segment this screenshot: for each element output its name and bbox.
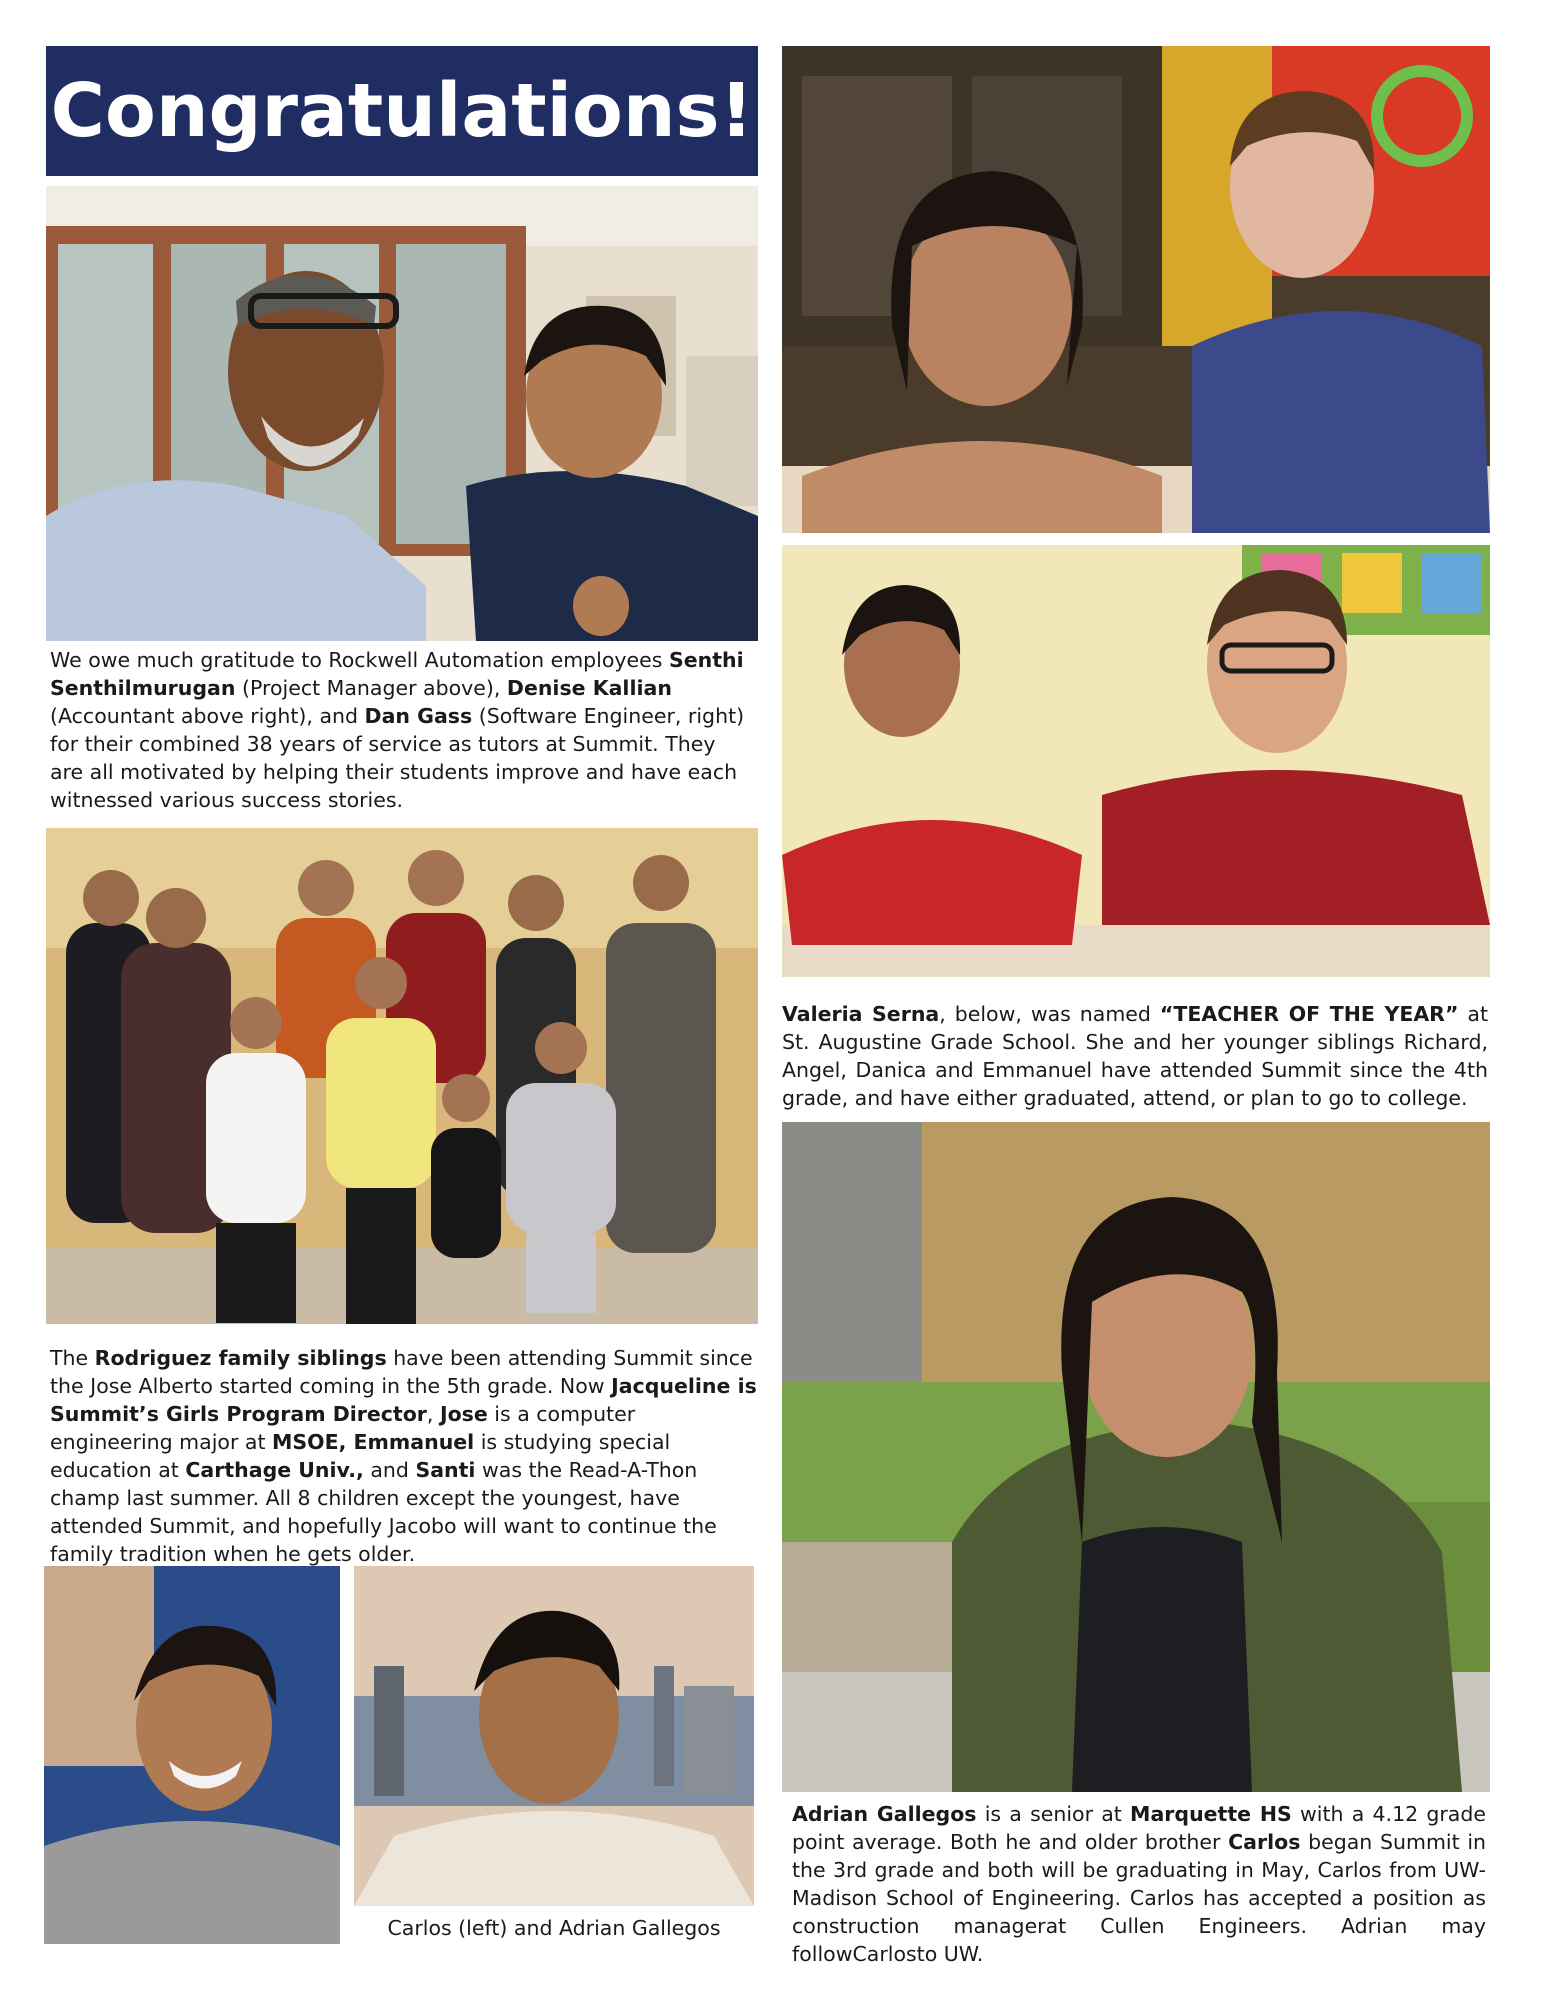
caption-bold-segment: Denise Kallian	[506, 676, 672, 700]
caption-segment: have been attending Summit since the Jose Alberto started coming in the 5th grade. Now	[50, 1346, 753, 1398]
caption-segment: is a computer engineering major at	[50, 1402, 636, 1454]
caption-bold-segment: Rodriguez family siblings	[94, 1346, 387, 1370]
caption-bold-segment: Marquette HS	[1130, 1802, 1292, 1826]
caption-valeria	[782, 1000, 1488, 1112]
caption-segment: ,	[426, 1402, 440, 1426]
caption-bold-segment: MSOE, Emmanuel	[272, 1430, 475, 1454]
caption-rodriguez	[50, 1344, 758, 1568]
caption-adrian-text	[792, 1800, 1486, 1968]
caption-gallegos-photo	[354, 1914, 754, 1942]
caption-gallegos-photo-text: Carlos (left) and Adrian Gallegos	[387, 1916, 721, 1940]
caption-bold-segment: Valeria Serna	[782, 1002, 940, 1026]
photo-student-denise	[782, 46, 1490, 533]
caption-bold-segment: Jose	[439, 1402, 488, 1426]
congratulations-banner	[46, 46, 758, 176]
caption-segment: at St. Augustine Grade School. She and her younger siblings Richard, Angel, Danica and Emmanuel have attended Summit since the 4th grade, and have either graduated, attend, or plan to go to college.	[782, 1002, 1489, 1110]
caption-bold-segment: Adrian Gallegos	[792, 1802, 977, 1826]
photo-adrian-gallegos	[354, 1566, 754, 1906]
photo-valeria-serna	[782, 1122, 1490, 1792]
caption-bold-segment: Carthage Univ.,	[185, 1458, 364, 1482]
page-title: Congratulations!	[50, 68, 754, 154]
caption-segment: began Summit in the 3rd grade and both will be graduating in May, Carlos from UW-Madison School of Engineering. Carlos has accepted a position as construction managerat Cullen Engineers. Adrian may followCarlosto UW.	[792, 1830, 1487, 1966]
caption-segment: (Project Manager above),	[235, 676, 507, 700]
caption-segment: was the Read-A-Thon champ last summer. All 8 children except the youngest, have attended Summit, and hopefully Jacobo will want to continue the family tradition when he gets older.	[50, 1458, 717, 1566]
caption-segment: We owe much gratitude to Rockwell Automation employees	[50, 648, 669, 672]
caption-bold-segment: Senthi Senthilmurugan	[50, 648, 744, 700]
caption-segment: (Software Engineer, right) for their combined 38 years of service as tutors at Summit. They are all motivated by helping their students improve and have each witnessed various success stories.	[50, 704, 745, 812]
caption-tutors-text	[50, 646, 755, 814]
photo-student-dan-gass	[782, 545, 1490, 977]
caption-bold-segment: “TEACHER OF THE YEAR”	[1159, 1002, 1459, 1026]
caption-valeria-text	[782, 1000, 1488, 1112]
caption-segment: , below, was named	[939, 1002, 1160, 1026]
caption-bold-segment: Dan Gass	[364, 704, 473, 728]
photo-rodriguez-family	[46, 828, 758, 1324]
caption-segment: (Accountant above right), and	[50, 704, 365, 728]
photo-carlos-gallegos	[44, 1566, 340, 1944]
caption-segment: is a senior at	[976, 1802, 1131, 1826]
caption-segment: is studying special education at	[50, 1430, 671, 1482]
caption-segment: with a 4.12 grade point average. Both he and older brother	[792, 1802, 1486, 1854]
caption-segment: The	[50, 1346, 95, 1370]
caption-bold-segment: Jacqueline is Summit’s Girls Program Director	[50, 1374, 757, 1426]
caption-tutors	[50, 646, 755, 814]
caption-adrian	[792, 1800, 1486, 1968]
caption-segment: and	[363, 1458, 416, 1482]
photo-tutor-senthi	[46, 186, 758, 641]
caption-bold-segment: Santi	[415, 1458, 476, 1482]
caption-bold-segment: Carlos	[1228, 1830, 1301, 1854]
caption-rodriguez-text	[50, 1344, 758, 1568]
